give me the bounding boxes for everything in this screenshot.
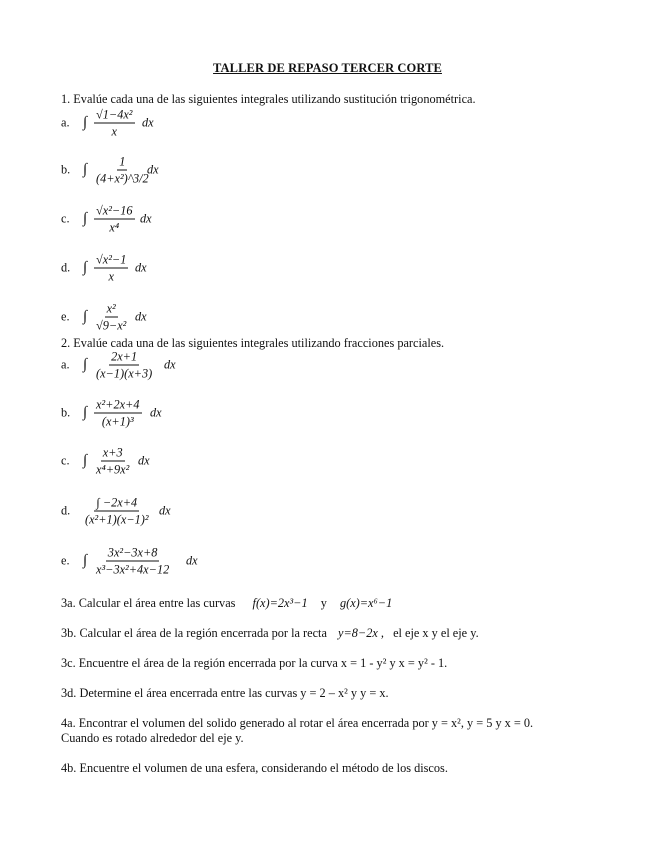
q1-item-c xyxy=(61,199,261,239)
integral-sign: ∫ xyxy=(83,552,88,569)
differential: dx xyxy=(159,503,171,518)
fraction xyxy=(94,546,171,577)
item-label: d. xyxy=(61,503,71,518)
q2-item-e xyxy=(61,541,281,581)
item-label: e. xyxy=(61,553,70,568)
item-label: c. xyxy=(61,453,70,468)
fraction xyxy=(94,350,154,381)
fraction xyxy=(94,155,151,186)
q1-item-a xyxy=(61,103,261,143)
q1-item-b xyxy=(61,150,261,190)
numerator: x² xyxy=(106,301,116,316)
question-4a-line-2: Cuando es rotado alrededor del eje y. xyxy=(61,731,244,745)
fraction xyxy=(94,446,131,477)
q2-item-a xyxy=(61,345,281,385)
fraction xyxy=(83,496,151,527)
fraction xyxy=(94,302,128,333)
denominator: (x+1)³ xyxy=(101,414,134,429)
integral-sign: ∫ xyxy=(83,210,88,227)
numerator: 2x+1 xyxy=(111,349,138,364)
numerator: 1 xyxy=(119,154,126,169)
numerator: √x²−1 xyxy=(96,252,127,267)
integral-sign: ∫ xyxy=(83,356,88,373)
question-3a-text: 3a. Calcular el área entre las curvas xyxy=(61,596,236,610)
differential: dx xyxy=(150,405,162,420)
fraction xyxy=(94,253,128,284)
differential: dx xyxy=(142,115,154,130)
denominator: x⁴ xyxy=(109,220,120,235)
question-3a xyxy=(61,596,392,611)
question-3b xyxy=(61,626,479,641)
denominator: x⁴+9x² xyxy=(96,462,130,477)
fraction xyxy=(94,398,142,429)
q1-item-e xyxy=(61,297,261,337)
differential: dx xyxy=(138,453,150,468)
q2-item-b xyxy=(61,393,281,433)
differential: dx xyxy=(140,211,152,226)
item-label: b. xyxy=(61,405,71,420)
fraction xyxy=(94,204,135,235)
numerator: x+3 xyxy=(102,445,123,460)
differential: dx xyxy=(135,309,147,324)
numerator: √1−4x² xyxy=(96,107,133,122)
denominator: √9−x² xyxy=(96,318,127,333)
item-label: a. xyxy=(61,357,70,372)
question-4a-line-1: 4a. Encontrar el volumen del solido generado al rotar el área encerrada por y = x², y = 5 y x = 0. xyxy=(61,716,534,730)
denominator: (x−1)(x+3) xyxy=(96,366,153,381)
numerator xyxy=(94,496,139,512)
integral-sign: ∫ xyxy=(83,452,88,469)
denominator: x xyxy=(111,124,117,139)
numerator: x²+2x+4 xyxy=(96,397,140,412)
numerator: √x²−16 xyxy=(96,203,133,218)
integral-sign: ∫ xyxy=(83,404,88,421)
q2-item-c xyxy=(61,441,281,481)
denominator: (4+x²)^3/2 xyxy=(96,171,149,186)
integral-sign: ∫ xyxy=(83,259,88,276)
differential: dx xyxy=(135,260,147,275)
denominator: (x²+1)(x−1)² xyxy=(85,512,149,527)
question-4b: 4b. Encuentre el volumen de una esfera, considerando el método de los discos. xyxy=(61,761,448,775)
differential: dx xyxy=(164,357,176,372)
differential: dx xyxy=(186,553,198,568)
page-title: TALLER DE REPASO TERCER CORTE xyxy=(213,61,442,75)
numerator: 3x²−3x+8 xyxy=(107,545,158,560)
q2-item-d xyxy=(61,491,281,531)
numerator-text: −2x+4 xyxy=(102,495,138,510)
function-f: f(x)=2x³−1 xyxy=(252,596,308,610)
item-label: a. xyxy=(61,115,70,130)
integral-sign: ∫ xyxy=(83,114,88,131)
question-3d: 3d. Determine el área encerrada entre las curvas y = 2 – x² y y = x. xyxy=(61,686,389,700)
q1-item-d xyxy=(61,248,261,288)
question-3b-tail: el eje x y el eje y. xyxy=(393,626,479,640)
item-label: e. xyxy=(61,309,70,324)
integral-sign: ∫ xyxy=(83,308,88,325)
integral-sign: ∫ xyxy=(83,161,88,178)
function-g: g(x)=x⁶−1 xyxy=(339,596,393,610)
denominator: x³−3x²+4x−12 xyxy=(96,562,170,577)
line-equation: y=8−2x , xyxy=(338,626,384,640)
question-3b-text: 3b. Calcular el área de la región encerrada por la recta xyxy=(61,626,327,640)
fraction xyxy=(94,108,135,139)
question-3c: 3c. Encuentre el área de la región encerrada por la curva x = 1 - y² y x = y² - 1. xyxy=(61,656,448,670)
item-label: d. xyxy=(61,260,71,275)
denominator: x xyxy=(108,269,114,284)
item-label: c. xyxy=(61,211,70,226)
item-label: b. xyxy=(61,162,71,177)
integral-sign: ∫ xyxy=(96,495,103,510)
differential: dx xyxy=(147,162,159,177)
question-2-text: 2. Evalúe cada una de las siguientes integrales utilizando fracciones parciales. xyxy=(61,336,445,350)
conjunction: y xyxy=(320,596,327,610)
question-1-text: 1. Evalúe cada una de las siguientes integrales utilizando sustitución trigonométrica. xyxy=(61,92,476,106)
